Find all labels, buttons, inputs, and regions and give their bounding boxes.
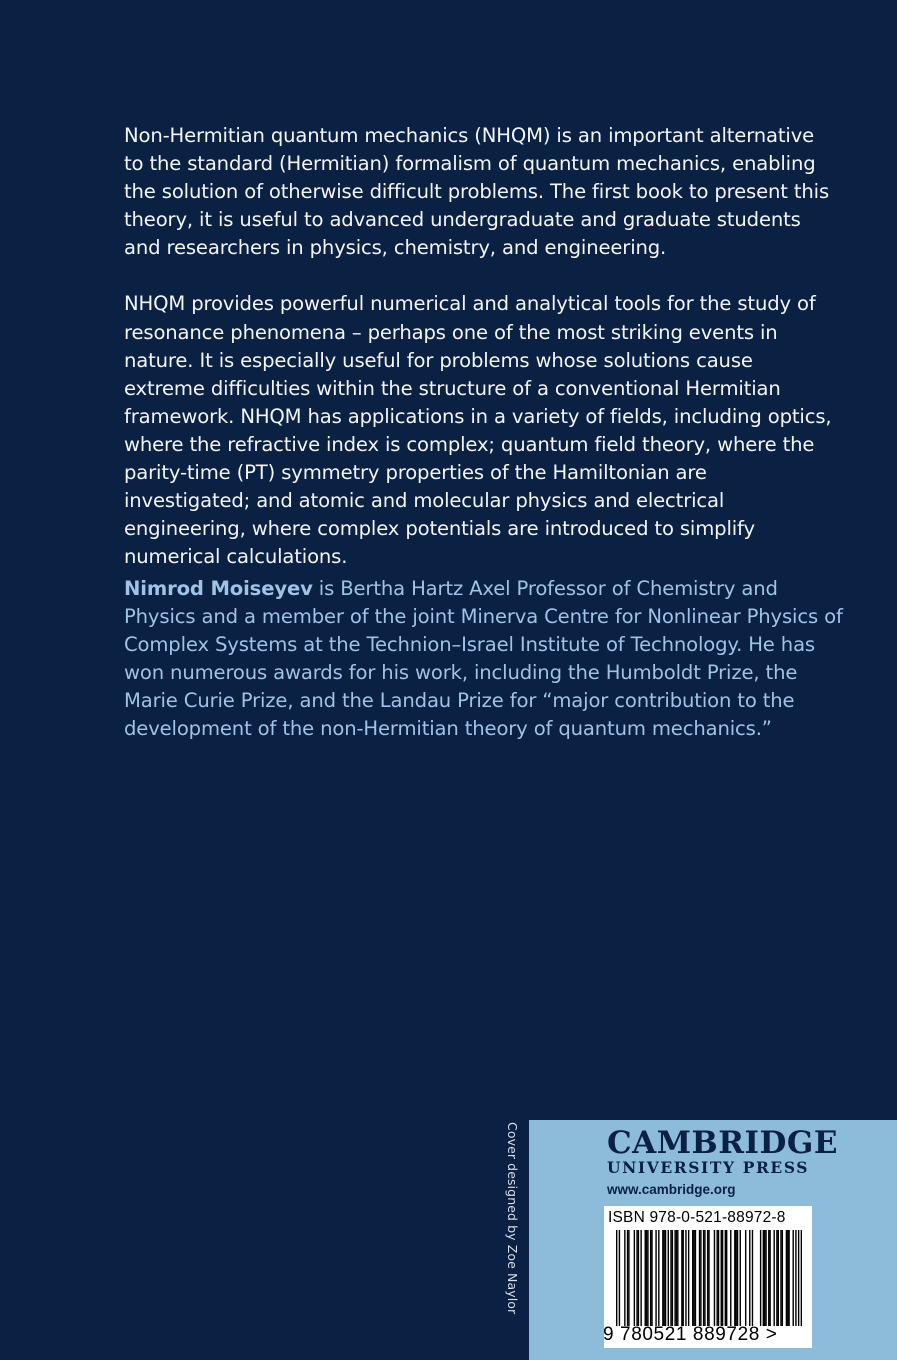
barcode-bar <box>749 1230 750 1326</box>
barcode-bar <box>721 1230 722 1326</box>
barcode-bar <box>707 1230 708 1326</box>
barcode-bar <box>681 1230 682 1326</box>
barcode-bar <box>683 1230 684 1326</box>
barcode-bar <box>722 1230 723 1326</box>
barcode-bar <box>730 1230 731 1326</box>
barcode-bar <box>627 1230 628 1326</box>
barcode-bar <box>619 1230 620 1326</box>
barcode-bar <box>776 1230 777 1326</box>
barcode-bar <box>764 1230 765 1326</box>
barcode-bar <box>740 1230 741 1326</box>
barcode-bar <box>734 1230 735 1326</box>
barcode-bar <box>735 1230 736 1326</box>
barcode-bar <box>786 1230 787 1326</box>
barcode-bar <box>662 1230 663 1326</box>
barcode-bar <box>788 1230 789 1326</box>
barcode-bar <box>726 1230 727 1326</box>
barcode-bar <box>745 1230 746 1326</box>
barcode-bar <box>646 1230 647 1326</box>
barcode-bar <box>677 1230 678 1326</box>
barcode-bar <box>718 1230 719 1326</box>
barcode-bar <box>763 1230 764 1326</box>
barcode-bar <box>716 1230 717 1326</box>
blurb-paragraph-2: NHQM provides powerful numerical and analytical tools for the study of resonance phenomena – perhaps one of the most striking events in nature. It is especially useful for problems whose solutions cause extreme difficulties within the structure of a conventional Hermitian framework. NHQM has applications in a variety of fields, including optics, where the refractive index is complex; quantum field theory, where the parity-time (PT) symmetry properties of the Hamiltonian are investigated; and atomic and molecular physics and electrical engineering, where complex potentials are introduced to simplify numerical calculations. <box>124 292 832 569</box>
barcode-bar <box>616 1230 617 1326</box>
barcode-bar <box>638 1230 639 1326</box>
barcode-bar <box>737 1230 738 1326</box>
barcode-bar <box>685 1230 686 1326</box>
barcode-bar <box>795 1230 796 1326</box>
blurb <box>124 122 834 599</box>
barcode-bar <box>773 1230 774 1326</box>
cover-credit: Cover designed by Zoe Naylor <box>505 1122 520 1315</box>
barcode-bar <box>778 1230 779 1326</box>
barcode-bar <box>699 1230 700 1326</box>
barcode-bar <box>668 1230 669 1326</box>
barcode-bar <box>664 1230 665 1326</box>
barcode-bar <box>725 1230 726 1326</box>
barcode-bar <box>787 1230 788 1326</box>
barcode-bar <box>636 1230 637 1326</box>
barcode-bar <box>658 1230 659 1326</box>
barcode-bar <box>634 1230 635 1326</box>
barcode-bar <box>760 1230 761 1326</box>
barcode-bar <box>670 1230 671 1326</box>
barcode-bar <box>628 1230 629 1326</box>
barcode-bar <box>645 1230 646 1326</box>
barcode-bar <box>798 1230 799 1326</box>
barcode-bar <box>801 1230 802 1326</box>
barcode-bar <box>714 1230 715 1326</box>
barcode-bar <box>647 1230 648 1326</box>
publisher-url[interactable]: www.cambridge.org <box>607 1182 736 1197</box>
barcode-bar <box>688 1230 689 1326</box>
barcode-bar <box>695 1230 696 1326</box>
barcode-bar <box>650 1230 651 1326</box>
barcode-bar <box>651 1230 652 1326</box>
barcode-digits: 9 780521 889728 > <box>603 1324 778 1345</box>
barcode-bar <box>703 1230 704 1326</box>
barcode-bar <box>765 1230 766 1326</box>
publisher-subtitle: UNIVERSITY PRESS <box>607 1158 810 1177</box>
author-name: Nimrod Moiseyev <box>124 577 313 600</box>
barcode-bar <box>708 1230 709 1326</box>
author-bio-text: is Bertha Hartz Axel Professor of Chemistry and Physics and a member of the joint Minerva Centre for Nonlinear Physics of Complex Systems at the Technion–Israel Institute of Technology. He has won numerous awards for his work, including the Humboldt Prize, the Marie Curie Prize, and the Landau Prize for “major contribution to the development of the non-Hermitian theory of quantum mechanics.” <box>124 577 843 741</box>
author-bio <box>124 575 844 744</box>
barcode-bar <box>752 1230 753 1326</box>
publisher-name: CAMBRIDGE <box>607 1125 838 1161</box>
barcode-bar <box>655 1230 656 1326</box>
barcode-bar <box>780 1230 781 1326</box>
barcode-bar <box>782 1230 783 1326</box>
isbn-label: ISBN 978-0-521-88972-8 <box>608 1209 786 1226</box>
barcode-bar <box>700 1230 701 1326</box>
barcode-bar <box>693 1230 694 1326</box>
barcode-bar <box>704 1230 705 1326</box>
barcode-bars <box>616 1230 802 1326</box>
barcode-bar <box>692 1230 693 1326</box>
barcode-bar <box>792 1230 793 1326</box>
barcode-bar <box>676 1230 677 1326</box>
barcode-bar <box>665 1230 666 1326</box>
barcode-bar <box>768 1230 769 1326</box>
barcode-bar <box>624 1230 625 1326</box>
barcode-bar <box>640 1230 641 1326</box>
barcode-bar <box>674 1230 675 1326</box>
barcode-bar <box>672 1230 673 1326</box>
barcode-bar <box>769 1230 770 1326</box>
blurb-paragraph-1: Non-Hermitian quantum mechanics (NHQM) is an important alternative to the standard (Hermitian) formalism of quantum mechanics, enabling the solution of otherwise difficult problems. The first book to present this theory, it is useful to advanced undergraduate and graduate students and researchers in physics, chemistry, and engineering. <box>124 124 830 260</box>
